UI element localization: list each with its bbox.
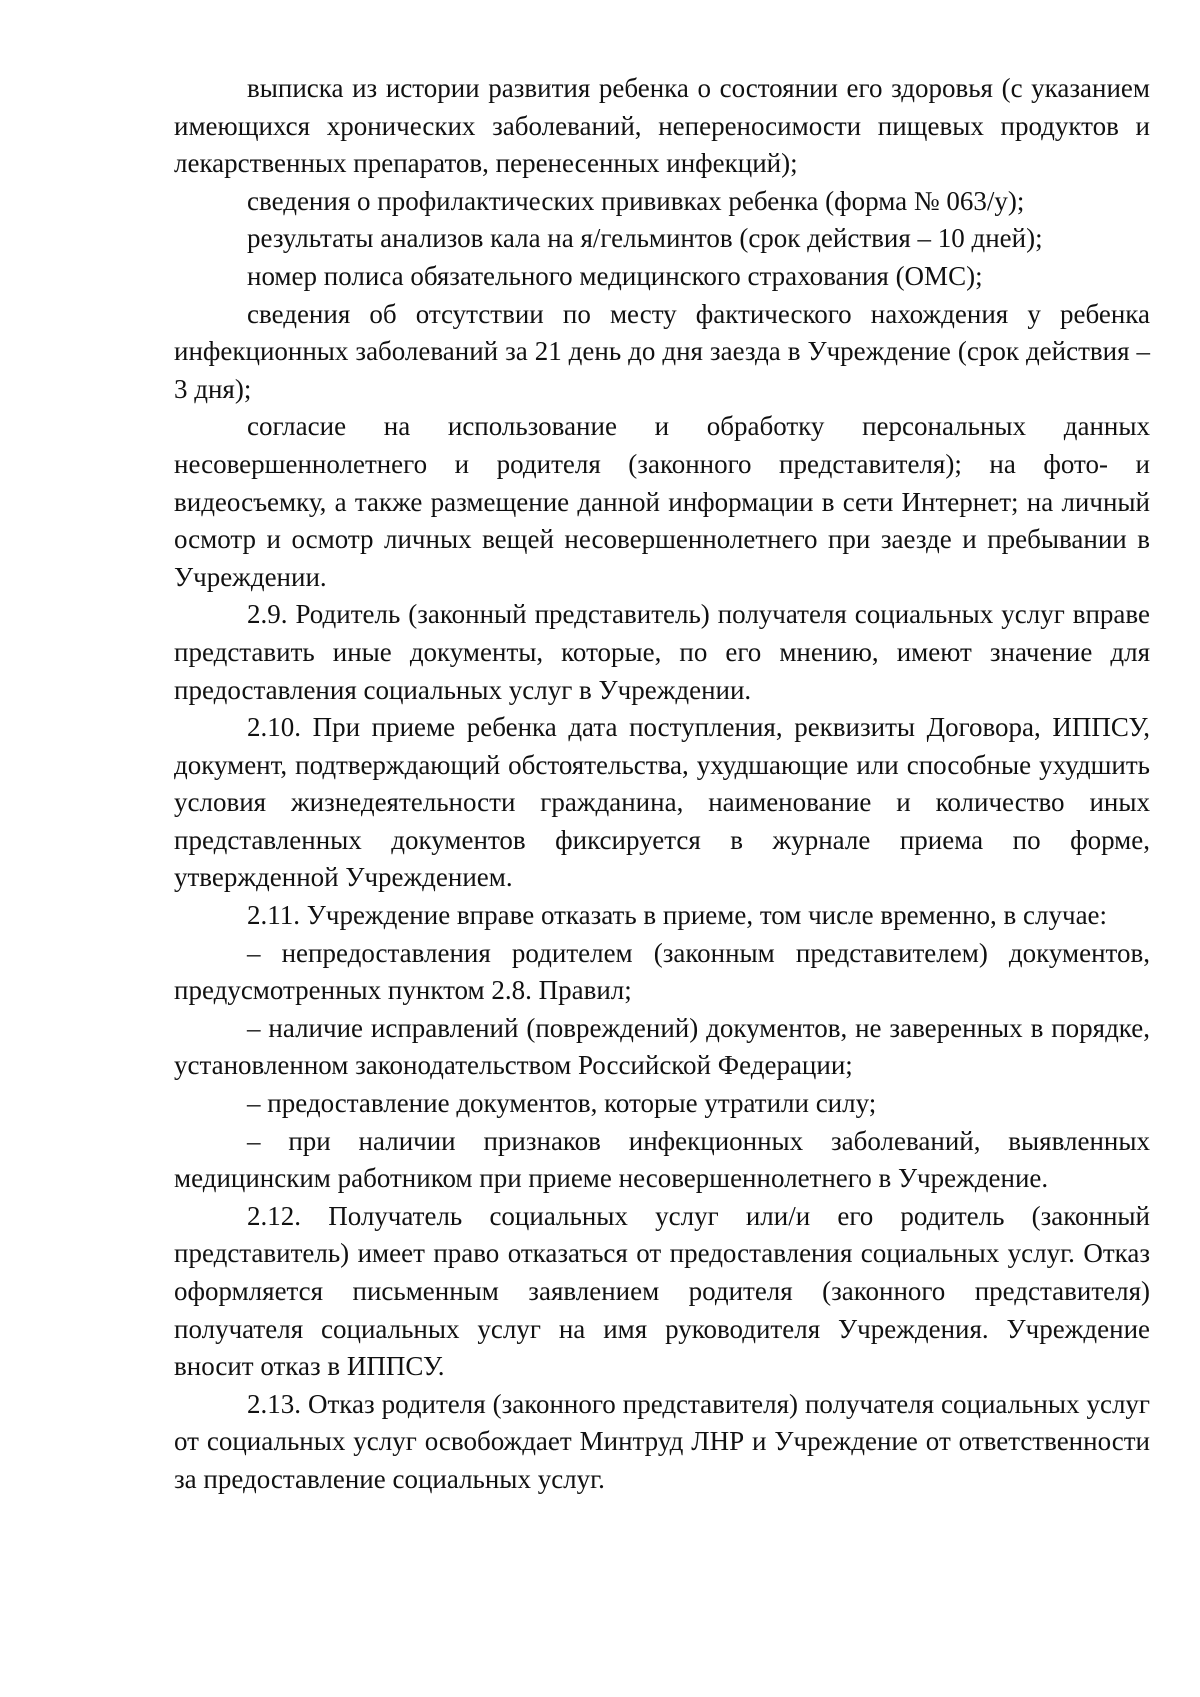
document-body [174, 70, 1150, 1499]
paragraph-2-13: 2.13. Отказ родителя (законного представителя) получателя социальных услуг от социальных услуг освобождает Минтруд ЛНР и Учреждение от ответственности за предоставление социальных услуг. [174, 1388, 1150, 1494]
paragraph-helminth-tests: результаты анализов кала на я/гельминтов (срок действия – 10 дней); [247, 223, 1043, 254]
list-item-expired-documents: – предоставление документов, которые утратили силу; [247, 1088, 877, 1119]
paragraph-consent: согласие на использование и обработку персональных данных несовершеннолетнего и родителя (законного представителя); на фото- и видеосъемку, а также размещение данной информации в сети Интернет; на личный осмотр и осмотр личных вещей несовершеннолетнего при заезде и пребывании в Учреждении. [174, 411, 1150, 592]
list-item-document-corrections: – наличие исправлений (повреждений) документов, не заверенных в порядке, установленном законодательством Российской Федерации; [174, 1012, 1150, 1081]
paragraph-infection-absence: сведения об отсутствии по месту фактического нахождения у ребенка инфекционных заболеваний за 21 день до дня заезда в Учреждение (срок действия – 3 дня); [174, 298, 1150, 404]
paragraph-2-9: 2.9. Родитель (законный представитель) получателя социальных услуг вправе представить иные документы, которые, по его мнению, имеют значение для предоставления социальных услуг в Учреждении. [174, 599, 1150, 705]
paragraph-2-11: 2.11. Учреждение вправе отказать в приеме, том числе временно, в случае: [247, 900, 1108, 931]
list-item-missing-documents: – непредоставления родителем (законным представителем) документов, предусмотренных пунктом 2.8. Правил; [174, 937, 1150, 1006]
paragraph-2-12: 2.12. Получатель социальных услуг или/и его родитель (законный представитель) имеет право отказаться от предоставления социальных услуг. Отказ оформляется письменным заявлением родителя (законного представителя) получателя социальных услуг на имя руководителя Учреждения. Учреждение вносит отказ в ИППСУ. [174, 1200, 1150, 1382]
list-item-infection-signs: – при наличии признаков инфекционных заболеваний, выявленных медицинским работником при приеме несовершеннолетнего в Учреждение. [174, 1125, 1150, 1194]
paragraph-vaccination-info: сведения о профилактических прививках ребенка (форма № 063/у); [247, 185, 1025, 216]
paragraph-2-10: 2.10. При приеме ребенка дата поступления, реквизиты Договора, ИППСУ, документ, подтверждающий обстоятельства, ухудшающие или способные ухудшить условия жизнедеятельности гражданина, наименование и количество иных представленных документов фиксируется в журнале приема по форме, утвержденной Учреждением. [174, 712, 1150, 893]
paragraph-health-extract: выписка из истории развития ребенка о состоянии его здоровья (с указанием имеющихся хронических заболеваний, непереносимости пищевых продуктов и лекарственных препаратов, перенесенных инфекций); [174, 73, 1150, 179]
paragraph-oms-policy: номер полиса обязательного медицинского страхования (ОМС); [247, 260, 983, 291]
